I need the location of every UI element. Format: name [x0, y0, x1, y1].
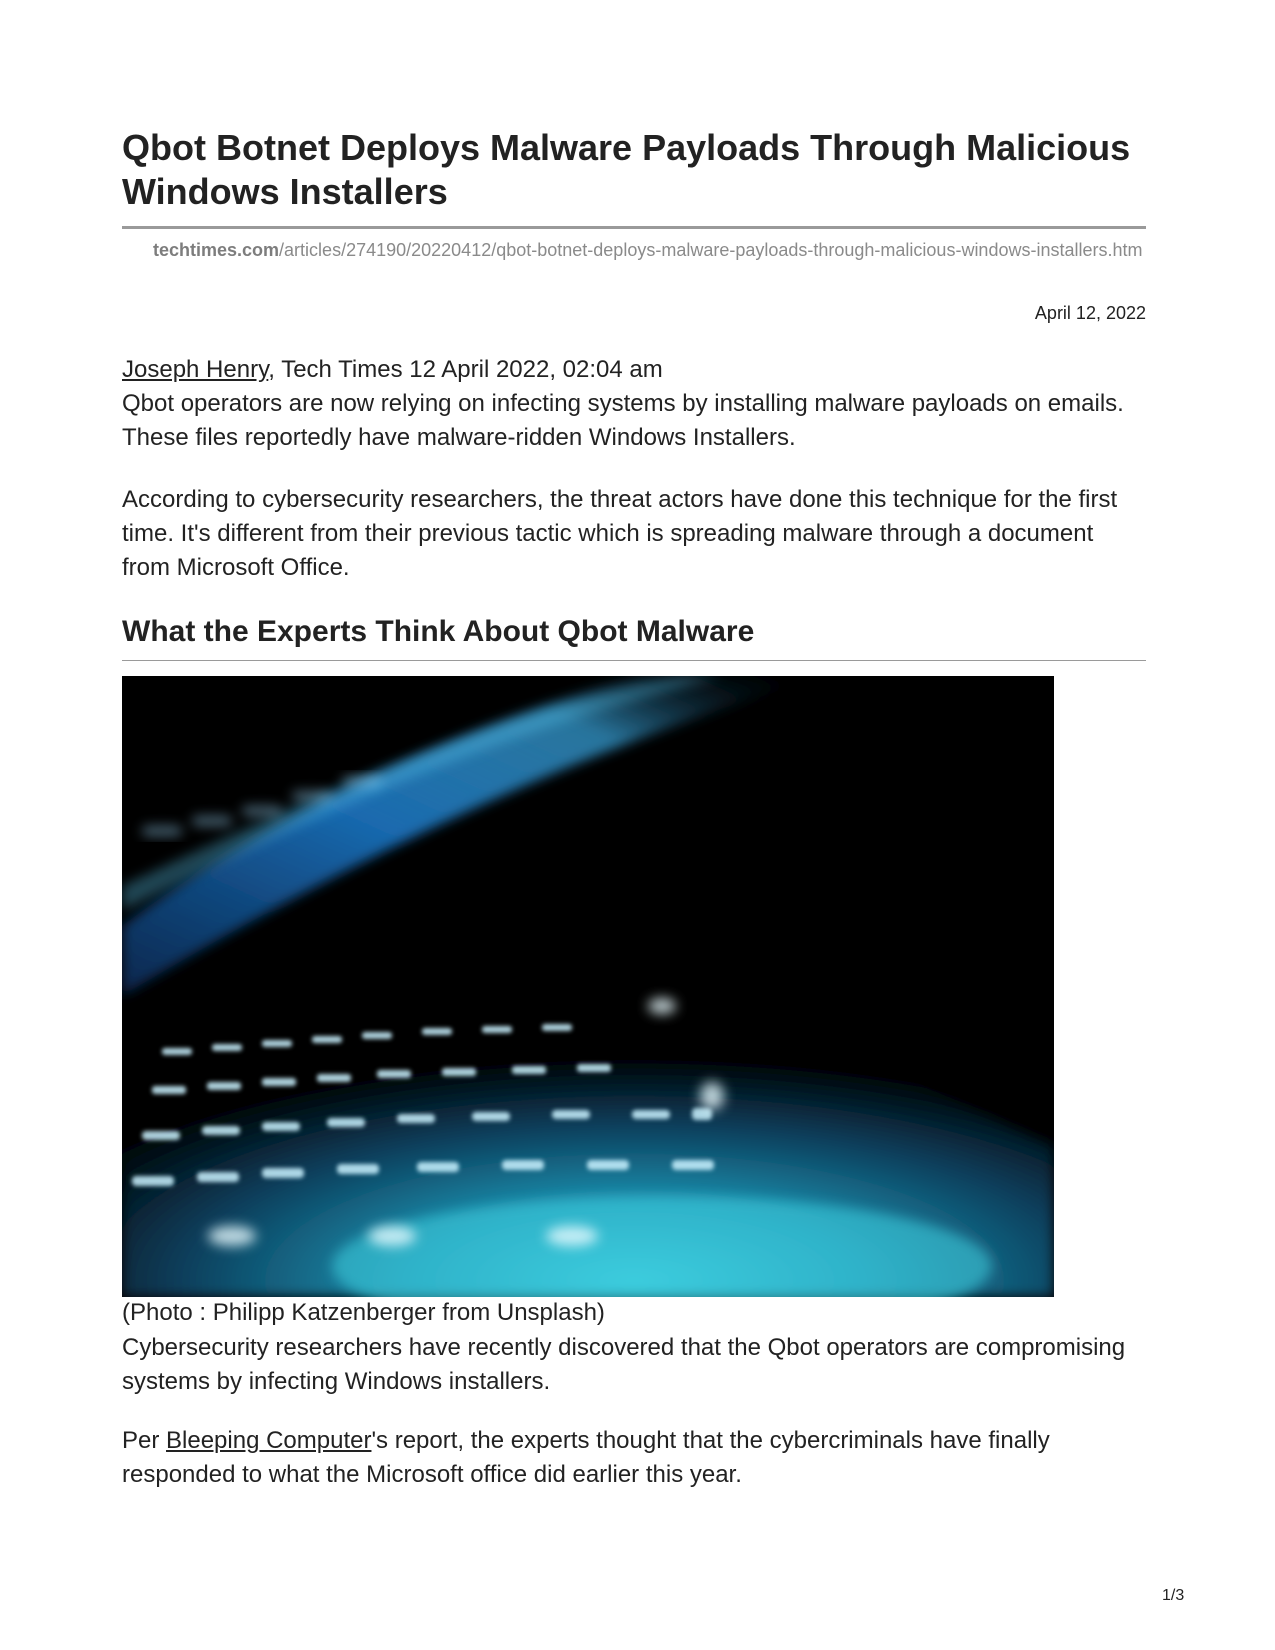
paragraph-bleeping [122, 1424, 1146, 1492]
byline [122, 353, 1146, 387]
title-divider [122, 226, 1146, 229]
paragraph-intro: Qbot operators are now relying on infecting systems by installing malware payloads on emails. These files reportedly have malware-ridden Windows Installers. [122, 390, 1124, 451]
paragraph-after-photo: Cybersecurity researchers have recently discovered that the Qbot operators are compromising systems by infecting Windows installers. [122, 1334, 1126, 1395]
per-prefix: Per [122, 1427, 167, 1454]
laptop-keyboard-image [122, 676, 1054, 1297]
photo-caption: (Photo : Philipp Katzenberger from Unsplash) [122, 1299, 605, 1326]
per-suffix: 's report, the experts thought that the cybercriminals have finally responded to what the Microsoft office did earlier this year. [122, 1427, 1050, 1488]
paragraph-researchers: According to cybersecurity researchers, the threat actors have done this technique for the first time. It's different from their previous tactic which is spreading malware through a document from Microsoft Office. [122, 486, 1118, 581]
section-divider [122, 660, 1146, 661]
source-url[interactable] [122, 238, 1146, 263]
source-path: /articles/274190/20220412/qbot-botnet-deploys-malware-payloads-through-malicious-windows-installers.htm [279, 240, 1143, 260]
bleeping-computer-link[interactable]: Bleeping Computer [166, 1427, 372, 1454]
section-heading: What the Experts Think About Qbot Malware [122, 615, 755, 648]
article-photo [122, 676, 1054, 1297]
article-title: Qbot Botnet Deploys Malware Payloads Through Malicious Windows Installers [122, 127, 1131, 212]
page-number: 1/3 [1162, 1587, 1185, 1604]
source-domain: techtimes.com [153, 240, 280, 260]
byline-details: , Tech Times 12 April 2022, 02:04 am [268, 356, 663, 383]
publish-date: April 12, 2022 [1034, 303, 1146, 323]
author-link[interactable]: Joseph Henry [122, 356, 269, 383]
